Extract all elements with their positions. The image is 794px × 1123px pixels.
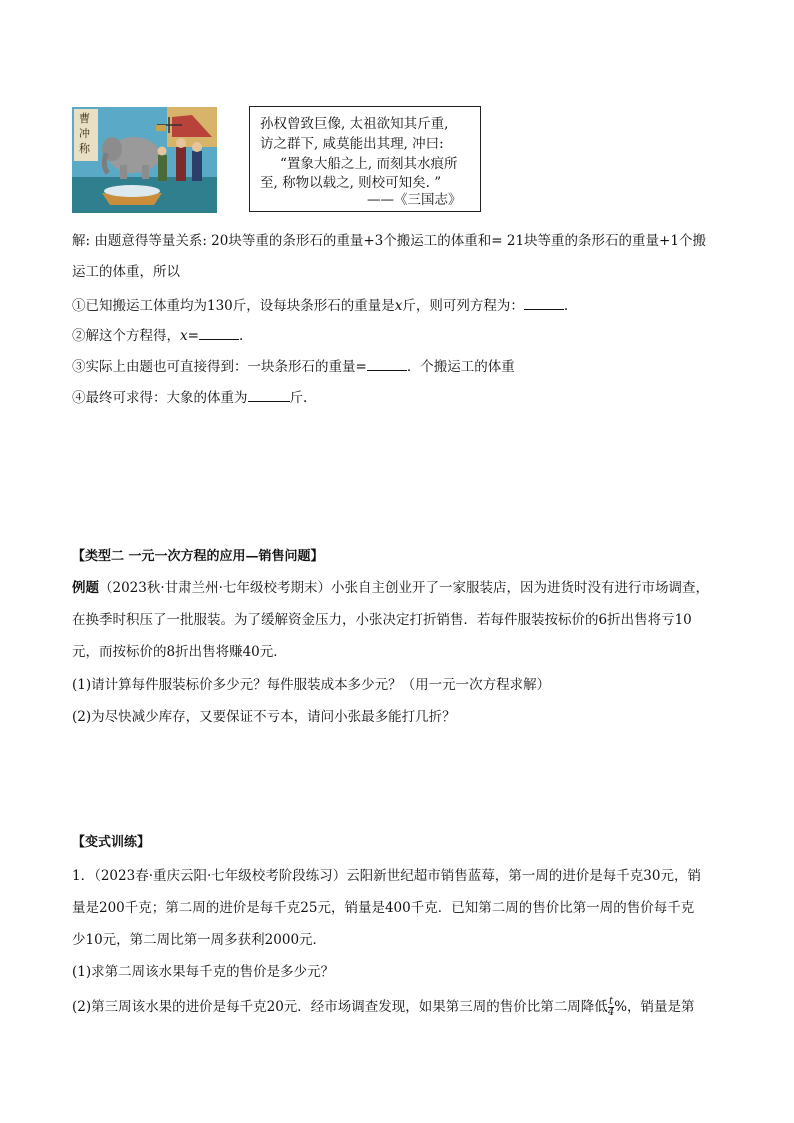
q2-text: (2)第三周该水果的进价是每千克20元．经市场调查发现，如果第三周的售价比第二周降低 <box>72 999 608 1015</box>
q1-mid: 斤，则可列方程为： <box>402 298 524 314</box>
q2-answer-blank[interactable] <box>199 327 239 340</box>
example-line-2: 在换季时积压了一批服装。为了缓解资金压力，小张决定打折销售．若每件服装按标价的6折出售将亏10 <box>72 612 692 628</box>
caption-char: 称 <box>79 142 90 155</box>
solution-line-1: 解: 由题意得等量关系: 20块等重的条形石的重量+3个搬运工的体重和= 21块等重的条形石的重量+1个搬 <box>72 233 706 249</box>
q2-prefix: ②解这个方程得， <box>72 328 180 344</box>
q4-end: 斤. <box>289 390 308 406</box>
example-line-1 <box>72 579 709 597</box>
q2-var: x <box>180 328 188 344</box>
fraction-numerator: t <box>608 996 614 1007</box>
problem-1-line-2: 量是200千克；第二周的进价是每千克25元，销量是400千克．已知第二周的售价比第一周的售价每千克 <box>72 900 695 916</box>
q1-answer-blank[interactable] <box>524 297 564 310</box>
q2-eq: = <box>187 328 199 344</box>
quote-line: 访之群下, 咸莫能出其理, 冲曰: <box>260 136 444 152</box>
q4-answer-blank[interactable] <box>248 389 290 402</box>
fraction-denominator: 4 <box>607 1007 615 1018</box>
solution-q1 <box>72 297 568 315</box>
quote-source: ——《三国志》 <box>367 192 462 208</box>
example-question-1: (1)请计算每件服装标价多少元？每件服装成本多少元？（用一元一次方程求解） <box>72 677 551 693</box>
solution-q3 <box>72 358 515 376</box>
caption-char: 曹 <box>79 112 90 125</box>
q4-prefix: ④最终可求得：大象的体重为 <box>72 390 248 406</box>
example-line-3: 元，而按标价的8折出售将赚40元． <box>72 644 287 660</box>
q3-prefix: ③实际上由题也可直接得到：一块条形石的重量= <box>72 359 367 375</box>
quote-line: 至, 称物以载之, 则校可知矣. ” <box>260 175 442 191</box>
q1-var: x <box>394 298 403 314</box>
example-question-2: (2)为尽快减少库存，又要保证不亏本，请问小张最多能打几折？ <box>72 709 456 725</box>
quote-line: “置象大船之上, 而刻其水痕所 <box>280 156 458 172</box>
problem-1-question-1: (1)求第二周该水果每千克的售价是多少元？ <box>72 964 335 980</box>
q1-end: . <box>563 298 569 314</box>
cao-chong-illustration <box>72 107 217 213</box>
q1-prefix: ①已知搬运工体重均为130斤，设每块条形石的重量是 <box>72 298 395 314</box>
caption-char: 冲 <box>79 127 90 140</box>
q3-end: ．个搬运工的体重 <box>406 359 515 375</box>
problem-1-question-2 <box>72 997 695 1018</box>
section-heading-variant-training: 【变式训练】 <box>72 835 151 850</box>
example-text: （2023秋·甘肃兰州·七年级校考期末）小张自主创业开了一家服装店，因为进货时没有进行市场调查， <box>99 580 709 596</box>
solution-line-2: 运工的体重，所以 <box>72 264 180 280</box>
solution-q4 <box>72 389 307 407</box>
q3-answer-blank[interactable] <box>367 358 407 371</box>
problem-1-line-1: 1．（2023春·重庆云阳·七年级校考阶段练习）云阳新世纪超市销售蓝莓，第一周的进价是每千克30元，销 <box>72 868 701 884</box>
q2-suffix: %，销量是第 <box>614 999 695 1015</box>
example-label: 例题 <box>72 580 99 596</box>
sanguozhi-quote-box <box>249 106 481 212</box>
problem-1-line-3: 少10元，第二周比第一周多获利2000元． <box>72 932 327 948</box>
q2-end: . <box>238 328 244 344</box>
quote-line: 孙权曾致巨像, 太祖欲知其斤重, <box>260 116 449 132</box>
solution-q2 <box>72 327 243 345</box>
illustration-caption <box>79 111 95 156</box>
section-heading-sales: 【类型二 一元一次方程的应用—销售问题】 <box>72 549 324 564</box>
